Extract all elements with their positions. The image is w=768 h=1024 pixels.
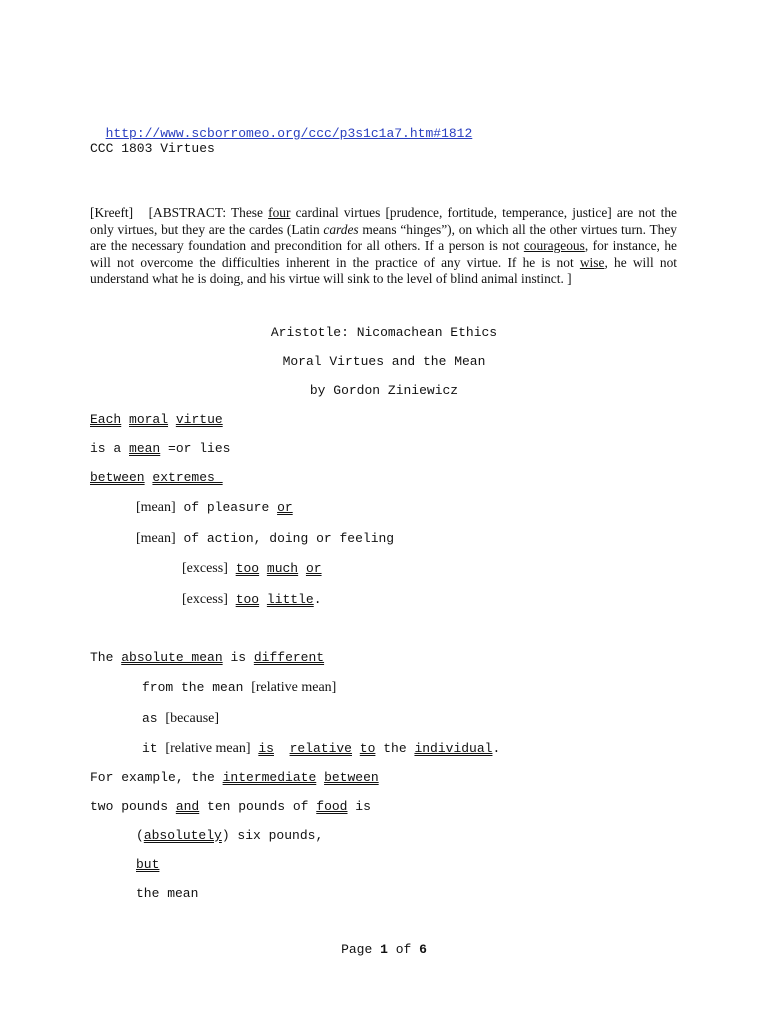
body-line: [136, 857, 159, 873]
body-line: [182, 561, 322, 577]
body-line: [136, 886, 198, 902]
double-underlined-word: is: [258, 741, 274, 756]
body-line: [142, 680, 336, 696]
double-underlined-word: much: [266, 561, 299, 576]
double-underlined-word: and: [175, 799, 200, 814]
body-text: from the mean: [142, 680, 252, 695]
body-line: [182, 592, 322, 608]
bracket-note: [relative mean]: [251, 680, 337, 695]
double-underlined-word: mean: [129, 441, 161, 456]
double-underlined-word: or: [277, 500, 293, 515]
double-underlined-word: to: [359, 741, 376, 756]
page-label: Page: [341, 942, 381, 957]
double-underlined-word: too: [235, 592, 260, 607]
body-text: (: [136, 828, 144, 843]
double-underlined-word: individual: [414, 741, 493, 756]
author-line: by Gordon Ziniewicz: [309, 383, 459, 398]
abstract-text: cardinal virtues [prudence, fortitude, temperance, justice] are not the only virtues, but they are the cardes (Latin cardes means “hinges”), on which all the other virtues turn. They are the necessary foundation and precondition for all others. If a person is not: [90, 205, 677, 253]
body-text: .: [313, 592, 322, 607]
body-text: =or lies: [160, 441, 231, 456]
double-underlined-word: intermediate: [222, 770, 317, 785]
body-text: of action, doing or feeling: [175, 531, 395, 546]
body-text: of pleasure: [175, 500, 278, 515]
body-line: [90, 441, 230, 457]
body-text: ten pounds of: [199, 799, 317, 814]
double-underlined-word: Each: [90, 412, 122, 427]
page-footer: [0, 942, 768, 957]
body-line: [90, 770, 379, 786]
title-line-1: Aristotle: Nicomachean Ethics: [270, 325, 498, 340]
bracket-note: [because]: [165, 711, 220, 726]
double-underlined-word: relative: [289, 741, 352, 756]
bracket-note: [mean]: [136, 500, 176, 515]
body-line: [142, 711, 219, 727]
double-underlined-word: little: [266, 592, 314, 607]
abstract-text: These: [230, 205, 263, 220]
body-line: [90, 650, 324, 666]
body-line: [136, 531, 394, 547]
ccc-reference: CCC 1803 Virtues: [90, 141, 215, 156]
abstract-label: [ABSTRACT:: [148, 205, 227, 220]
page-number: 1: [380, 942, 388, 957]
body-line: [90, 799, 371, 815]
bracket-note: [relative mean]: [165, 741, 251, 756]
body-text: The: [90, 650, 122, 665]
body-text: is: [347, 799, 371, 814]
underlined-word: four: [268, 205, 291, 220]
body-line: [142, 741, 500, 757]
double-underlined-word: moral: [129, 412, 169, 427]
body-text: two pounds: [90, 799, 176, 814]
body-line: [90, 412, 223, 428]
body-text: as: [142, 711, 166, 726]
body-line: [136, 500, 293, 516]
underlined-word: courageous: [523, 238, 585, 253]
body-text: it: [142, 741, 166, 756]
body-line: [90, 470, 223, 486]
body-text: the mean: [136, 886, 199, 901]
body-text: For example, the: [90, 770, 223, 785]
double-underlined-word: virtue: [175, 412, 223, 427]
double-underlined-word: different: [253, 650, 325, 665]
double-underlined-word: absolutely: [143, 828, 222, 843]
body-text: .: [492, 741, 501, 756]
double-underlined-word: between: [324, 770, 379, 785]
body-text: the: [383, 741, 415, 756]
abstract-text: , he will not understand what he is doing, and his virtue will sink to the level of blind animal instinct. ]: [90, 254, 677, 286]
bracket-note: [excess]: [182, 592, 228, 607]
title-line-2: Moral Virtues and the Mean: [282, 354, 486, 369]
body-text: ) six pounds,: [221, 828, 324, 843]
italic-word: cardes: [323, 221, 359, 237]
double-underlined-word: absolute mean: [121, 650, 223, 665]
underlined-word: wise: [579, 254, 605, 270]
body-line: [136, 828, 323, 844]
body-text: is a: [90, 441, 130, 456]
double-underlined-word: or: [305, 561, 322, 576]
abstract-tag: [Kreeft]: [90, 205, 134, 220]
bracket-note: [excess]: [182, 561, 228, 576]
double-underlined-word: extremes: [152, 470, 223, 485]
double-underlined-word: food: [316, 799, 348, 814]
double-underlined-word: between: [90, 470, 145, 485]
double-underlined-word: too: [235, 561, 260, 576]
page-total: 6: [419, 942, 427, 957]
abstract-text: , for instance, he will not overcome the difficulties inherent in the practice of any virtue. If he is not: [90, 238, 677, 270]
bracket-note: [mean]: [136, 531, 176, 546]
abstract-paragraph: [90, 205, 677, 288]
source-url-link[interactable]: http://www.scborromeo.org/ccc/p3s1c1a7.htm#1812: [105, 126, 473, 141]
of-label: of: [387, 942, 420, 957]
source-url-line: [90, 110, 472, 142]
body-text: is: [222, 650, 254, 665]
double-underlined-word: but: [136, 857, 160, 872]
